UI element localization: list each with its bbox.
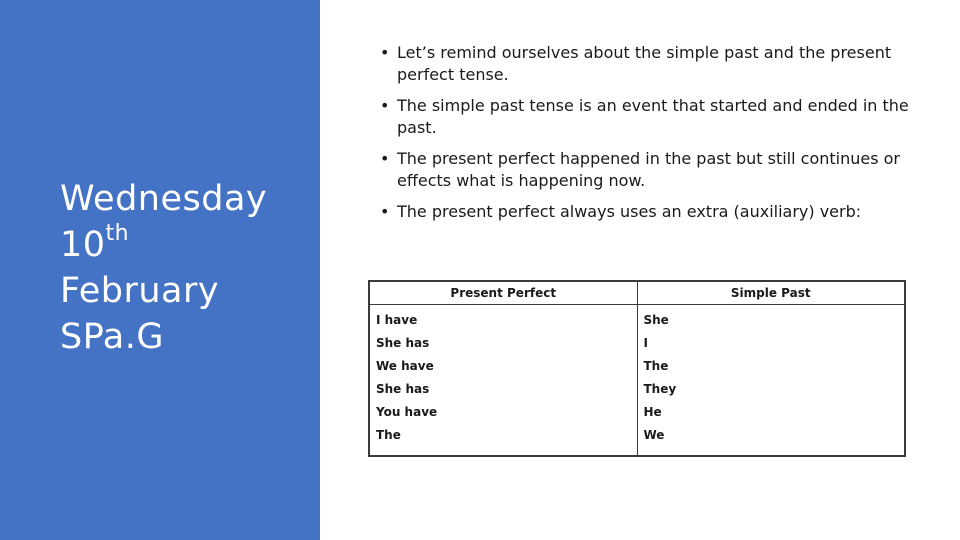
- bullet-item: • The present perfect always uses an extra (auxiliary) verb:: [380, 201, 920, 223]
- table-cell: She: [643, 313, 669, 327]
- title-line-month: February: [60, 271, 220, 311]
- title-date-number: 10: [60, 225, 106, 265]
- table-cell: I: [643, 336, 648, 350]
- table-cell: You have: [376, 405, 438, 419]
- tense-table-grid: [370, 282, 904, 455]
- bullet-list: [380, 42, 920, 232]
- bullet-item: • Let’s remind ourselves about the simple past and the present perfect tense.: [380, 42, 920, 86]
- header-present-perfect: Present Perfect: [370, 282, 637, 305]
- table-cell: She has: [376, 382, 430, 396]
- table-cell: We have: [376, 359, 434, 373]
- title-panel: [0, 0, 320, 540]
- title-line-day: Wednesday: [60, 179, 268, 219]
- simple-past-column: [637, 305, 904, 456]
- table-cell: She has: [376, 336, 430, 350]
- table-cell: The: [376, 428, 401, 442]
- header-simple-past: Simple Past: [637, 282, 904, 305]
- bullet-item: • The present perfect happened in the past but still continues or effects what is happening now.: [380, 148, 920, 192]
- tense-table: [368, 280, 906, 457]
- table-cell: He: [643, 405, 662, 419]
- slide-title: [60, 176, 310, 360]
- title-line-subject: SPa.G: [60, 317, 164, 357]
- title-line-date: [60, 222, 310, 268]
- table-row: [370, 305, 904, 456]
- table-cell: The: [643, 359, 669, 373]
- present-perfect-column: [370, 305, 637, 456]
- table-cell: We: [643, 428, 665, 442]
- bullet-item: • The simple past tense is an event that started and ended in the past.: [380, 95, 920, 139]
- table-cell: I have: [376, 313, 418, 327]
- title-date-suffix: th: [105, 221, 130, 246]
- table-cell: They: [643, 382, 677, 396]
- table-header-row: [370, 282, 904, 305]
